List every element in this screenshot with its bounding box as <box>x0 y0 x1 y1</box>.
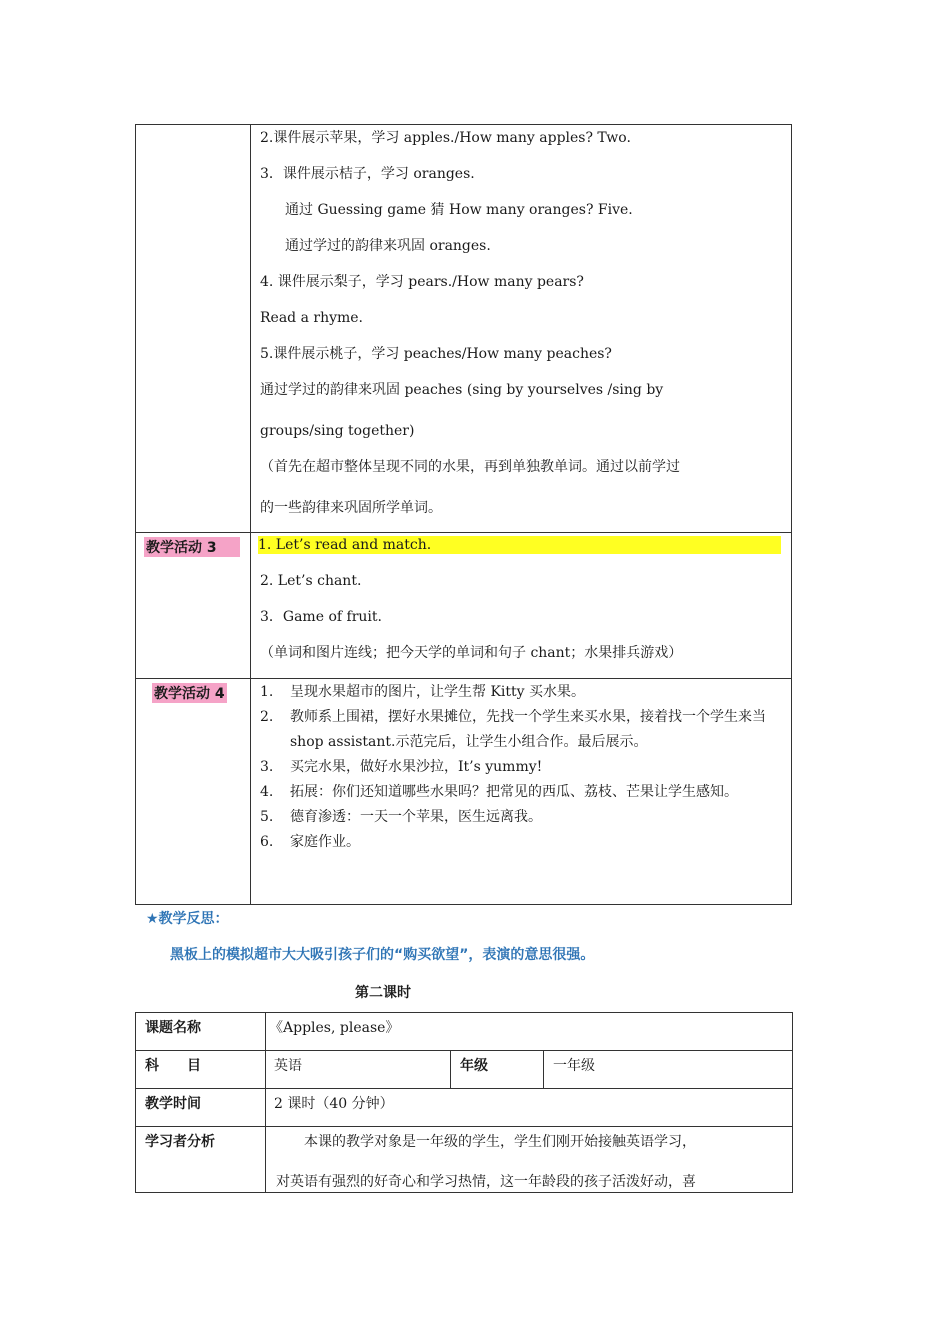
activity3-note: （单词和图片连线；把今天学的单词和句子 chant；水果排兵游戏） <box>260 645 683 661</box>
topic-label: 课题名称 <box>136 1013 266 1051</box>
reflection-title: ★教学反思： <box>146 911 229 927</box>
activity3-item: 2. Let’s chant. <box>260 573 362 589</box>
table-row <box>136 533 792 679</box>
content-line: groups/sing together) <box>260 423 415 439</box>
list-item: 1. 呈现水果超市的图片，让学生帮 Kitty 买水果。 <box>260 684 585 700</box>
content-line: 通过 Guessing game 猜 How many oranges? Five. <box>285 202 633 218</box>
lesson2-heading: 第二课时 <box>355 985 411 1001</box>
table-row <box>136 1051 793 1089</box>
content-line: 的一些韵律来巩固所学单词。 <box>260 500 442 516</box>
table-row <box>136 1013 793 1051</box>
table-row <box>136 1127 793 1193</box>
topic-value: 《Apples, please》 <box>266 1013 793 1051</box>
list-item: 4. 拓展：你们还知道哪些水果吗？把常见的西瓜、荔枝、芒果让学生感知。 <box>260 784 738 800</box>
activity3-item: 3．Game of fruit. <box>260 609 382 625</box>
learner-label: 学习者分析 <box>136 1127 266 1193</box>
subject-value: 英语 <box>266 1051 451 1089</box>
list-item: 2. 教师系上围裙，摆好水果摊位，先找一个学生来买水果，接着找一个学生来当 shop assistant.示范完后，让学生小组合作。最后展示。 <box>260 709 766 750</box>
list-item: 5. 德育渗透：一天一个苹果，医生远离我。 <box>260 809 542 825</box>
content-line: 2.课件展示苹果，学习 apples./How many apples? Two. <box>260 130 631 146</box>
reflection-body: 黑板上的模拟超市大大吸引孩子们的“购买欲望”，表演的意思很强。 <box>170 947 595 963</box>
learner-value: 本课的教学对象是一年级的学生，学生们刚开始接触英语学习， 对英语有强烈的好奇心和学习热情，这一年龄段的孩子活泼好动，喜 <box>266 1127 793 1193</box>
table-row <box>136 1089 793 1127</box>
grade-value: 一年级 <box>544 1051 793 1089</box>
activity3-label: 教学活动 3 <box>144 537 240 557</box>
content-line: 通过学过的韵律来巩固 peaches (sing by yourselves /sing by <box>260 382 664 398</box>
content-line: 3．课件展示桔子，学习 oranges. <box>260 166 475 182</box>
empty-label-cell <box>136 125 251 533</box>
activity3-content-cell <box>251 533 792 679</box>
list-item: 3. 买完水果，做好水果沙拉，It’s yummy! <box>260 759 543 775</box>
content-line: Read a rhyme. <box>260 310 364 326</box>
content-line: 5.课件展示桃子，学习 peaches/How many peaches? <box>260 346 612 362</box>
grade-label: 年级 <box>451 1051 544 1089</box>
time-value: 2 课时（40 分钟） <box>266 1089 793 1127</box>
time-label: 教学时间 <box>136 1089 266 1127</box>
activity-content-cell <box>251 125 792 533</box>
activity3-item-highlighted: 1. Let’s read and match. <box>258 536 781 554</box>
table-row <box>136 679 792 905</box>
subject-label: 科 目 <box>136 1051 266 1089</box>
list-item: 6. 家庭作业。 <box>260 834 360 850</box>
activity4-label: 教学活动 4 <box>152 683 227 703</box>
content-line: （首先在超市整体呈现不同的水果，再到单独教单词。通过以前学过 <box>260 459 680 475</box>
content-line: 4. 课件展示梨子，学习 pears./How many pears? <box>260 274 584 290</box>
table-row <box>136 125 792 533</box>
activity4-label-cell <box>136 679 251 905</box>
lesson-plan-table <box>135 124 792 905</box>
lesson2-info-table <box>135 1012 793 1193</box>
activity3-label-cell <box>136 533 251 679</box>
activity4-content-cell <box>251 679 792 905</box>
content-line: 通过学过的韵律来巩固 oranges. <box>285 238 491 254</box>
activity4-list <box>260 680 785 855</box>
